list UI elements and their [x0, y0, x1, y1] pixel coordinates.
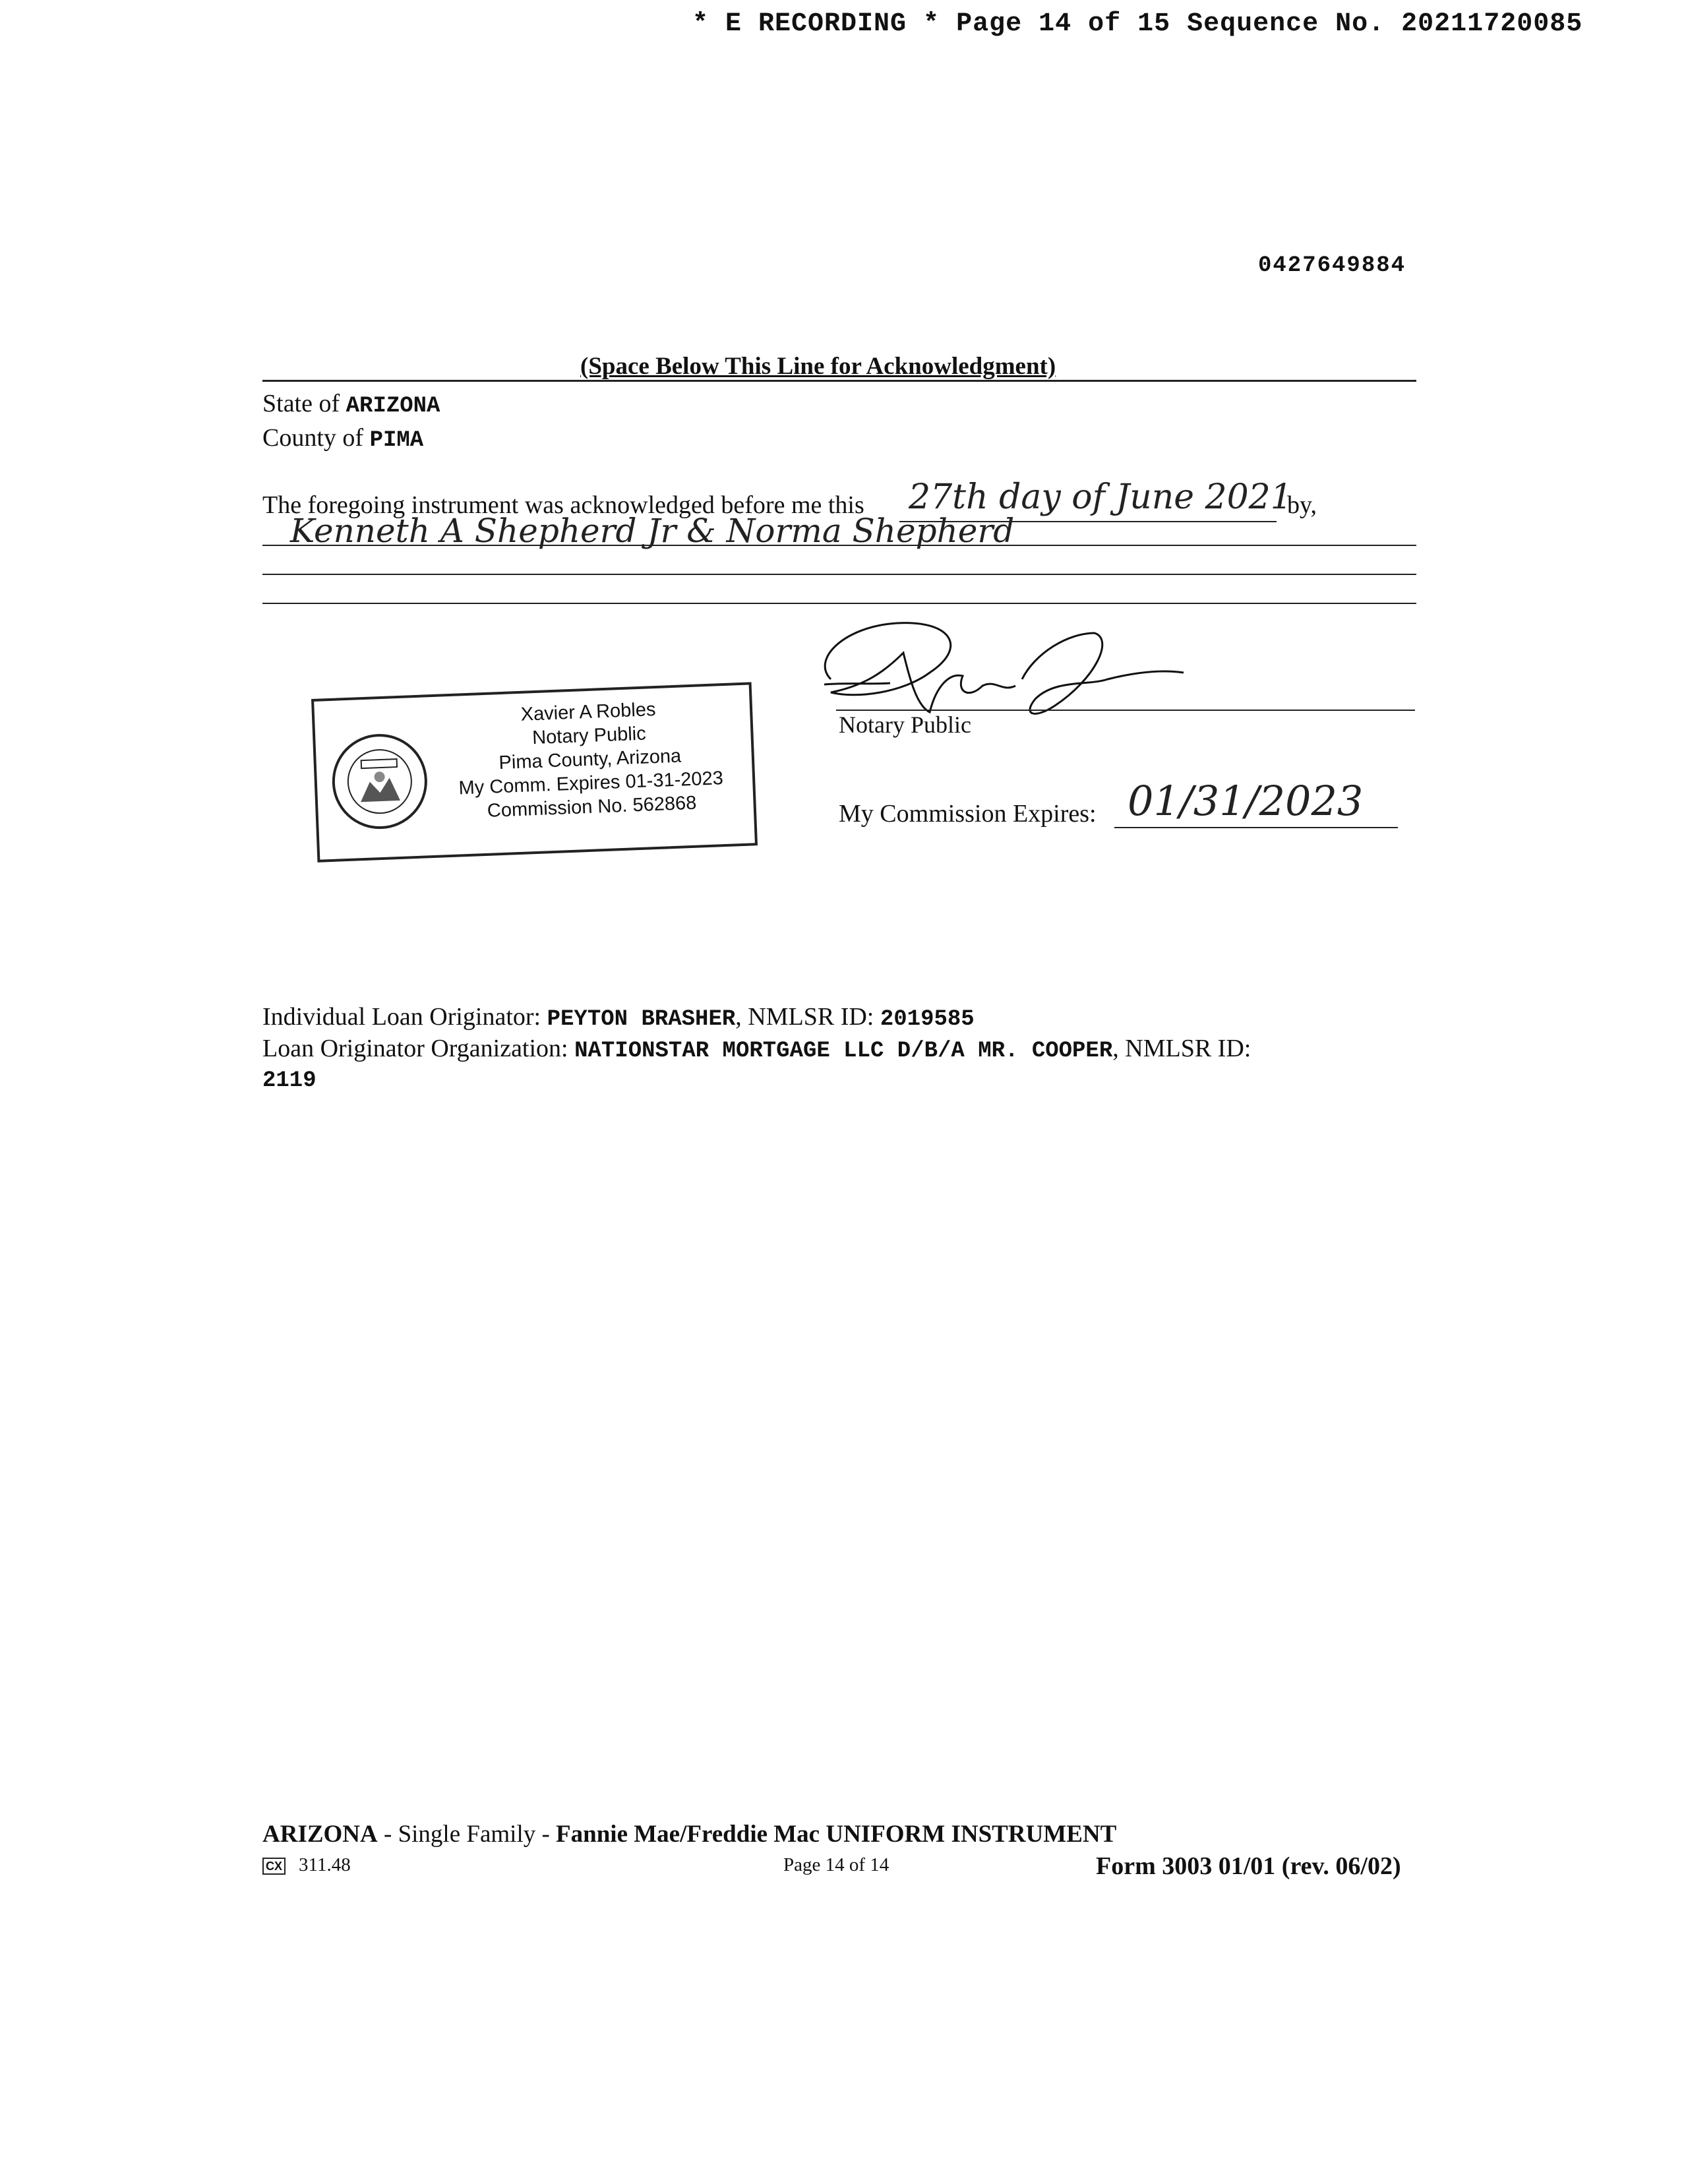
county-line [262, 423, 423, 453]
handwritten-commission-date: 01/31/2023 [1128, 777, 1364, 825]
commission-expires-label: My Commission Expires: [839, 800, 1097, 828]
individual-originator-line [262, 1002, 975, 1032]
acknowledgment-divider [262, 380, 1416, 382]
individual-originator-id: 2019585 [880, 1007, 975, 1032]
footer-code: 311.48 [299, 1854, 351, 1875]
state-label: State of [262, 390, 340, 417]
organization-originator-id-label: , NMLSR ID: [1112, 1035, 1251, 1062]
commission-date-line [1114, 827, 1398, 828]
loan-number: 0427649884 [1258, 253, 1406, 278]
stamp-commission-number: Commission No. 562868 [487, 792, 697, 822]
individual-originator-id-label: , NMLSR ID: [735, 1003, 874, 1031]
handwritten-date: 27th day of June 2021 [909, 477, 1292, 517]
handwritten-names: Kenneth A Shepherd Jr & Norma Shepherd [290, 512, 1015, 550]
organization-originator-label: Loan Originator Organization: [262, 1035, 568, 1062]
stamp-title: Notary Public [531, 723, 647, 749]
acknowledgment-section-title: (Space Below This Line for Acknowledgment) [580, 353, 1056, 380]
names-line-1 [262, 545, 1416, 546]
cx-logo-icon: CX [262, 1858, 286, 1875]
individual-originator-name: PEYTON BRASHER [547, 1007, 736, 1032]
recording-header: * E RECORDING * Page 14 of 15 Sequence No. 20211720085 [692, 9, 1583, 39]
footer-code-line [262, 1854, 351, 1876]
organization-originator-id: 2119 [262, 1068, 316, 1093]
footer-family: - Single Family - [377, 1821, 557, 1848]
footer-page-number: Page 14 of 14 [783, 1854, 889, 1875]
footer-state: ARIZONA [262, 1821, 378, 1848]
names-line-2 [262, 574, 1416, 575]
state-line [262, 389, 440, 419]
stamp-county: Pima County, Arizona [498, 745, 682, 774]
footer-form-number: Form 3003 01/01 (rev. 06/02) [1096, 1852, 1401, 1880]
notary-stamp [311, 682, 758, 862]
stamp-notary-name: Xavier A Robles [520, 698, 656, 725]
individual-originator-label: Individual Loan Originator: [262, 1003, 541, 1031]
acknowledgment-by: by, [1287, 491, 1317, 519]
acknowledgment-statement: The foregoing instrument was acknowledged before me this [262, 491, 864, 519]
county-value: PIMA [369, 428, 424, 453]
county-label: County of [262, 424, 364, 452]
stamp-expiration: My Comm. Expires 01-31-2023 [458, 768, 724, 799]
state-seal-icon [328, 730, 431, 833]
organization-originator-name: NATIONSTAR MORTGAGE LLC D/B/A MR. COOPER [574, 1039, 1113, 1064]
footer-instrument-line [262, 1820, 1116, 1848]
state-value: ARIZONA [346, 394, 440, 419]
footer-instrument: Fannie Mae/Freddie Mac UNIFORM INSTRUMENT [556, 1821, 1117, 1848]
organization-originator-line [262, 1034, 1251, 1064]
names-line-3 [262, 603, 1416, 604]
notary-public-label: Notary Public [839, 712, 971, 738]
